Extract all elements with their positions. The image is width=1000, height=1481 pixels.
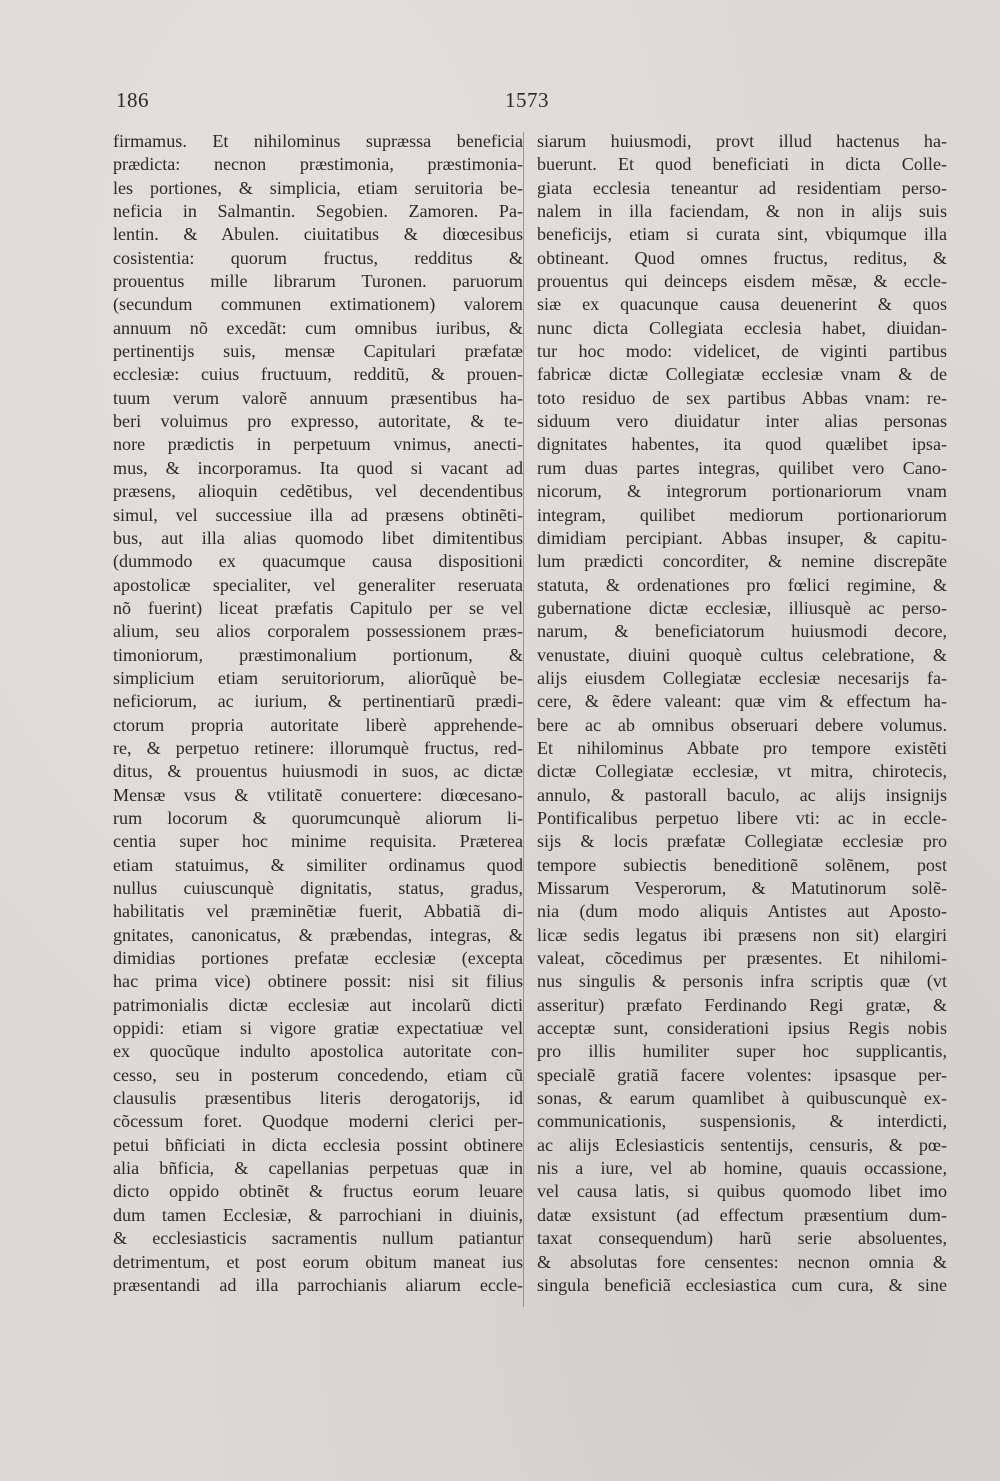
text-line: ditus, & prouentus huiusmodi in suos, ac dictӕ [113,761,523,782]
text-line: tuum verum valorẽ annuum prӕsentibus ha- [113,387,523,408]
text-line: taxat consequendum) harũ serie absoluentes, [537,1228,947,1249]
text-line: re, & perpetuo retinere: illorumquè fructus, red- [113,737,523,758]
text-line: nia (dum modo aliquis Antistes aut Aposto- [537,901,947,922]
text-line: (secundum communen extimationem) valorem [113,294,523,315]
text-line: prouentus qui deinceps eisdem mẽsӕ, & eccle- [537,271,947,292]
text-line: nalem in illa faciendam, & non in alijs suis [537,201,947,222]
text-line: les portiones, & simplicia, etiam seruitoria be- [113,177,523,198]
column-divider [523,132,524,1307]
text-line: bere ac ab omnibus obseruari debere volumus. [537,714,947,735]
text-line: alia bñficia, & capellanias perpetuas quӕ in [113,1158,523,1179]
text-line: prӕdicta: necnon prӕstimonia, prӕstimonia- [113,154,523,175]
text-line: tempore subiectis beneditionẽ solẽnem, post [537,854,947,875]
text-line: petui bñficiati in dicta ecclesia possint obtinere [113,1134,523,1155]
text-line: nis a iure, vel ab homine, quauis occassione, [537,1158,947,1179]
text-line: timoniorum, prӕstimonalium portionum, & [113,644,523,665]
text-line: datӕ exsistunt (ad effectum prӕsentium dum- [537,1204,947,1225]
text-line: firmamus. Et nihilominus suprӕssa beneficia [113,131,523,151]
text-line: ctorum propria autoritate liberè apprehende- [113,714,523,735]
text-line: pertinentijs suis, mensӕ Capitulari prӕfatӕ [113,341,523,362]
text-line: dum tamen Ecclesiӕ, & parrochiani in diuinis, [113,1204,523,1225]
text-line: cesso, seu in posterum concedendo, etiam cũ [113,1064,523,1085]
text-line: beneficijs, etiam si curata sint, vbiqumque illa [537,224,947,245]
text-line: nore prӕdictis in perpetuum vnimus, anecti- [113,434,523,455]
text-line: communicationis, suspensionis, & interdicti, [537,1111,947,1132]
text-line: neficiorum, ac iurium, & pertinentiarũ prӕdi- [113,691,523,712]
text-line: centia super hoc minime requisita. Prӕterea [113,831,523,852]
text-line: licӕ sedis legatus ibi prӕsens non sit) elargiri [537,924,947,945]
text-line: simplicium etiam seruitoriorum, aliorũquè be- [113,667,523,688]
text-line: prouentus mille librarum Turonen. paruorum [113,271,523,292]
text-line: buerunt. Et quod beneficiati in dicta Colle- [537,154,947,175]
text-line: nus singulis & personis infra scriptis quӕ (vt [537,971,947,992]
text-line: siӕ ex quacunque causa deuenerint & quos [537,294,947,315]
text-line: vel causa latis, si quibus quomodo libet imo [537,1181,947,1202]
text-line: specialẽ gratiã facere volentes: ipsasque per- [537,1064,947,1085]
text-line: pro illis humiliter super hoc supplicantis, [537,1041,947,1062]
text-line: nõ fuerint) liceat prӕfatis Capitulo per se vel [113,597,523,618]
text-line: toto residuo de sex partibus Abbas vnam: re- [537,387,947,408]
text-line: simul, vel successiue illa ad prӕsens obtinẽti- [113,504,523,525]
text-line: obtineant. Quod omnes fructus, reditus, & [537,247,947,268]
text-line: Pontificalibus perpetuo libere vti: ac in eccle- [537,807,947,828]
text-line: ac alijs Eclesiasticis sententijs, censuris, & pœ- [537,1134,947,1155]
text-line: alium, seu alios corporalem possessionem prӕs- [113,621,523,642]
text-line: annuum nõ excedãt: cum omnibus iuribus, & [113,317,523,338]
text-line: tur hoc modo: videlicet, de viginti partibus [537,341,947,362]
text-line: venustate, diuini quoquè cultus celebratione, & [537,644,947,665]
text-line: giata ecclesia teneantur ad residentiam perso- [537,177,947,198]
text-line: prӕsentandi ad illa parrochianis aliarum eccle- [113,1274,523,1295]
text-line: dicto oppido obtinẽt & fructus eorum leuare [113,1181,523,1202]
text-line: etiam statuimus, & similiter ordinamus quod [113,854,523,875]
text-line: nullus cuiuscunquè dignitatis, status, gradus, [113,878,523,898]
text-line: oppidi: etiam si vigore gratiӕ expectatiuӕ vel [113,1018,523,1039]
text-line: nunc dicta Collegiata ecclesia habet, diuidan- [537,317,947,338]
text-line: fabricӕ dictӕ Collegiatӕ ecclesiӕ vnam & de [537,364,947,385]
text-line: detrimentum, et post eorum obitum maneat ius [113,1251,523,1272]
text-line: patrimonialis dictӕ ecclesiӕ aut incolarũ dicti [113,994,523,1015]
text-line: cosistentia: quorum fructus, redditus & [113,247,523,268]
text-line: statuta, & ordenationes pro fœlici regimine, & [537,574,947,595]
text-line: acceptӕ sunt, considerationi ipsius Regis nobis [537,1018,947,1039]
text-line: Mensӕ vsus & vtilitatẽ conuertere: diœcesano- [113,784,523,805]
text-line: narum, & beneficiatorum huiusmodi decore, [537,621,947,642]
text-line: rum duas partes integras, quilibet vero Cano- [537,457,947,478]
text-line: apostolicӕ specialiter, vel generaliter reseruata [113,574,523,595]
text-line: integram, quilibet mediorum portionariorum [537,504,947,525]
text-line: annulo, & pastorall baculo, ac alijs insignijs [537,784,947,805]
text-line: dignitates habentes, ita quod quӕlibet ipsa- [537,434,947,455]
text-line: siarum huiusmodi, provt illud hactenus ha- [537,131,947,151]
text-line: sijs & locis prӕfatӕ Collegiatӕ ecclesiӕ pro [537,831,947,852]
text-line: sonas, & earum quamlibet à quibuscunquè ex- [537,1088,947,1109]
text-line: hac prima vice) obtinere possit: nisi sit filius [113,971,523,992]
text-line: siduum vero diuidatur inter alias personas [537,411,947,432]
text-line: alijs eiusdem Collegiatӕ ecclesiӕ necesarijs fa- [537,667,947,688]
text-line: rum locorum & quorumcunquè aliorum li- [113,807,523,828]
text-line: ex quocũque indulto apostolica autoritate con- [113,1041,523,1062]
text-line: dimidias portiones prefatӕ ecclesiӕ (excepta [113,948,523,969]
text-line: bus, aut illa alias quomodo libet dimitentibus [113,527,523,548]
text-line: gubernatione dictӕ ecclesiӕ, illiusquè ac perso- [537,597,947,618]
text-line: gnitates, canonicatus, & prӕbendas, integras, & [113,924,523,945]
left-column [113,130,523,1297]
text-line: prӕsens, alioquin cedẽtibus, vel decendentibus [113,481,523,502]
running-head-year: 1573 [505,88,549,112]
text-line: (dummodo ex quacumque causa dispositioni [113,551,523,572]
text-line: beri voluimus pro expresso, autoritate, & te- [113,411,523,432]
text-line: neficia in Salmantin. Segobien. Zamoren. Pa- [113,201,523,222]
text-line: & ecclesiasticis sacramentis nullum patiantur [113,1228,523,1249]
text-line: nicorum, & integrorum portionariorum vnam [537,481,947,502]
text-line: lum prӕdicti concorditer, & nemine discrepãte [537,551,947,572]
text-line: cere, & ẽdere valeant: quӕ vim & effectum ha- [537,691,947,712]
right-column [537,130,947,1297]
text-line: habilitatis vel prӕminẽtiӕ fuerit, Abbatiã di- [113,901,523,922]
text-line: cõcessum foret. Quodque moderni clerici per- [113,1111,523,1132]
text-line: lentin. & Abulen. ciuitatibus & diœcesibus [113,224,523,245]
text-line: dictӕ Collegiatӕ ecclesiӕ, vt mitra, chirotecis, [537,761,947,782]
page-number: 186 [116,88,149,112]
text-line: asseritur) prӕfato Ferdinando Regi gratӕ, & [537,994,947,1015]
text-line: singula beneficiã ecclesiastica cum cura, & sine [537,1274,947,1295]
text-line: Missarum Vesperorum, & Matutinorum solẽ- [537,878,947,898]
text-line: dimidiam percipiant. Abbas insuper, & capitu- [537,527,947,548]
text-line: & absolutas fore censentes: necnon omnia & [537,1251,947,1272]
text-line: Et nihilominus Abbate pro tempore existẽti [537,737,947,758]
text-line: mus, & incorporamus. Ita quod si vacant ad [113,457,523,478]
text-line: ecclesiӕ: cuius fructuum, redditũ, & prouen- [113,364,523,385]
text-line: clausulis prӕsentibus literis derogatorijs, id [113,1088,523,1109]
text-line: valeat, cõcedimus per prӕsentes. Et nihilomi- [537,948,947,969]
